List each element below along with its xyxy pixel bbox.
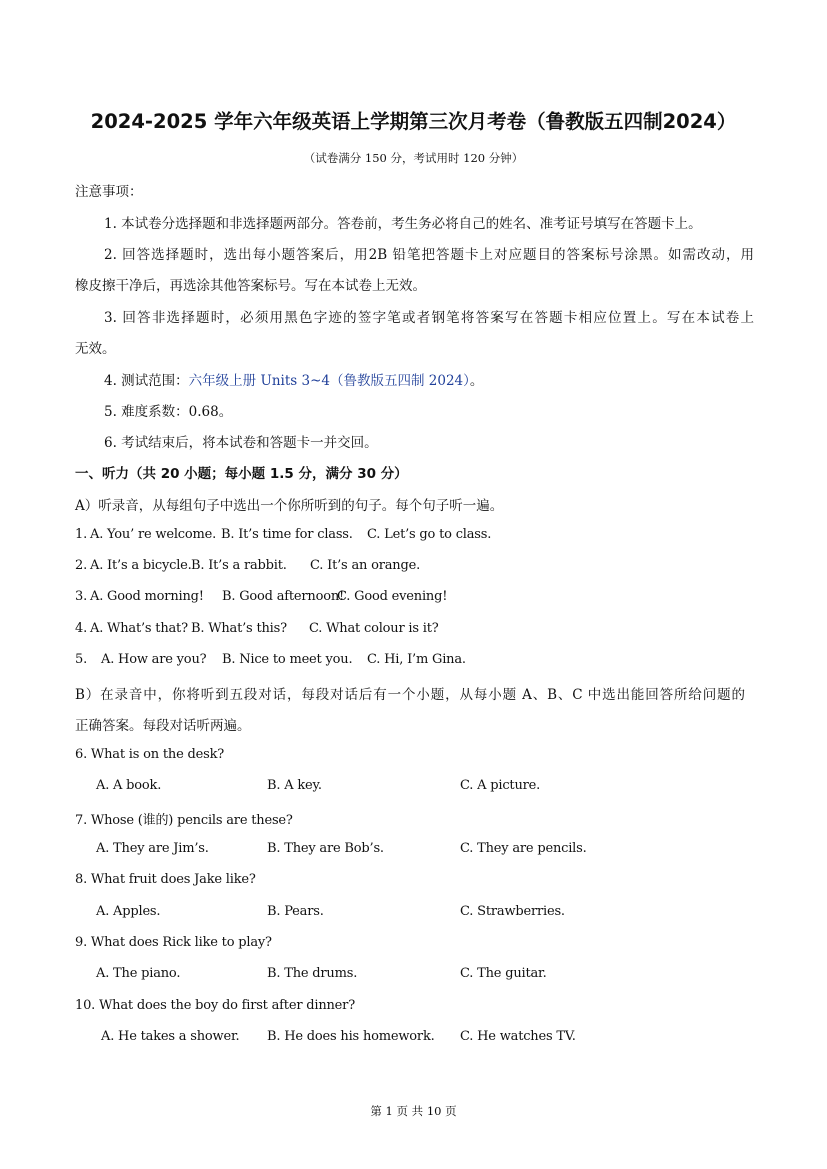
notice-5: 5. 难度系数：0.68。 [104,404,233,420]
option-c: C. Strawberries. [460,904,565,919]
option-b: B. He does his homework. [267,1029,435,1044]
option-b: B. The drums. [267,966,358,981]
question-number: 1. [75,527,88,542]
option-b: B. It’s time for class. [221,527,353,542]
notice-4-suffix: 。 [469,373,484,389]
option-a: A. Good morning! [90,589,204,604]
option-c: C. A picture. [460,778,541,793]
option-b: B. A key. [267,778,322,793]
option-a: A. Apples. [96,904,161,919]
question-stem: 10. What does the boy do first after dinner? [75,998,355,1013]
option-c: C. It’s an orange. [310,558,421,573]
option-a: A. What’s that? [90,621,188,636]
notice-6: 6. 考试结束后，将本试卷和答题卡一并交回。 [104,435,378,451]
option-c: C. They are pencils. [460,841,587,856]
option-c: C. The guitar. [460,966,547,981]
option-a: A. A book. [96,778,162,793]
exam-subtitle: （试卷满分 150 分，考试用时 120 分钟） [303,151,524,165]
option-a: A. They are Jim’s. [96,841,209,856]
exam-title: 2024-2025 学年六年级英语上学期第三次月考卷（鲁教版五四制2024） [90,110,737,133]
notice-2-line-2: 橡皮擦干净后，再选涂其他答案标号。写在本试卷上无效。 [75,278,426,294]
question-number: 4. [75,621,88,636]
notice-3-line-1: 3. 回答非选择题时，必须用黑色字迹的签字笔或者钢笔将答案写在答题卡相应位置上。写在本试卷上 [104,310,754,326]
part-b-instruction-line-1: B）在录音中，你将听到五段对话，每段对话后有一个小题，从每小题 A、B、C 中选出能回答所给问题的 [75,687,745,703]
option-a: A. He takes a shower. [101,1029,240,1044]
option-a: A. You’ re welcome. [90,527,217,542]
option-c: C. He watches TV. [460,1029,576,1044]
question-stem: 8. What fruit does Jake like? [75,872,256,887]
test-scope-link[interactable]: 六年级上册 Units 3~4（鲁教版五四制 2024） [188,373,470,389]
option-a: A. How are you? [101,652,207,667]
question-stem: 9. What does Rick like to play? [75,935,272,950]
notice-heading: 注意事项： [75,184,143,200]
question-stem: 6. What is on the desk? [75,747,225,762]
notice-2-line-1: 2. 回答选择题时，选出每小题答案后，用2B 铅笔把答题卡上对应题目的答案标号涂黑。如需改动，用 [104,247,754,263]
page-footer: 第 1 页 共 10 页 [370,1104,457,1118]
notice-3-line-2: 无效。 [75,341,116,357]
question-number: 2. [75,558,88,573]
question-number: 3. [75,589,88,604]
option-b: B. They are Bob’s. [267,841,384,856]
option-c: C. What colour is it? [309,621,439,636]
option-c: C. Good evening! [337,589,448,604]
option-a: A. It’s a bicycle. [90,558,192,573]
option-b: B. Pears. [267,904,324,919]
option-c: C. Let’s go to class. [367,527,492,542]
option-a: A. The piano. [96,966,181,981]
question-stem: 7. Whose (谁的) pencils are these? [75,813,293,828]
question-number: 5. [75,652,88,667]
option-b: B. Nice to meet you. [222,652,353,667]
option-b: B. What’s this? [191,621,287,636]
notice-4-prefix: 4. 测试范围： [104,373,189,389]
option-b: B. It’s a rabbit. [191,558,287,573]
option-b: B. Good afternoon! [222,589,345,604]
notice-1: 1. 本试卷分选择题和非选择题两部分。答卷前，考生务必将自己的姓名、准考证号填写在答题卡上。 [104,216,702,232]
part-b-instruction-line-2: 正确答案。每段对话听两遍。 [75,718,251,734]
option-c: C. Hi, I’m Gina. [367,652,466,667]
part-a-instruction: A）听录音，从每组句子中选出一个你所听到的句子。每个句子听一遍。 [75,498,504,514]
notice-4 [104,369,483,389]
section-1-heading: 一、听力（共 20 小题；每小题 1.5 分，满分 30 分） [75,466,408,482]
